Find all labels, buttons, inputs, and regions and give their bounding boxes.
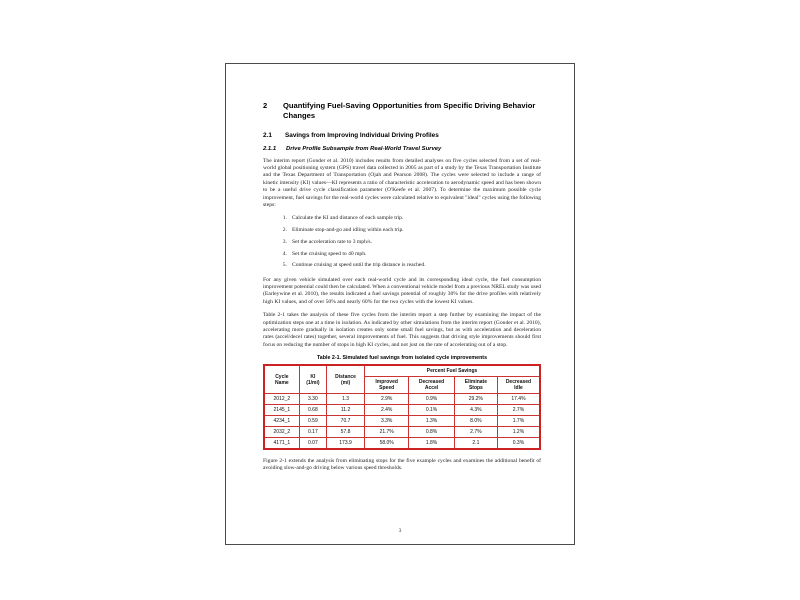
- cell-distance: 70.7: [327, 416, 365, 427]
- table-row: [264, 405, 540, 416]
- list-item: [279, 227, 541, 234]
- paragraph-figure-reference: Figure 2-1 extends the analysis from eliminating stops for the five example cycles and examines the additional benefit of avoiding slow-and-go driving below various speed thresholds.: [263, 458, 541, 472]
- list-item: [279, 251, 541, 258]
- cell-cycle: 2012_2: [264, 394, 299, 405]
- table-header-row: [264, 365, 540, 377]
- list-item-number: 2.: [282, 227, 287, 234]
- cell-ki: 0.68: [299, 405, 326, 416]
- cell-improved-speed: 21.7%: [365, 427, 409, 438]
- cell-decreased-accel: 0.9%: [409, 394, 455, 405]
- cell-decreased-idle: 2.7%: [497, 405, 540, 416]
- cell-improved-speed: 2.9%: [365, 394, 409, 405]
- cell-decreased-idle: 1.7%: [497, 416, 540, 427]
- table-header-improved-speed: Improved Speed: [365, 377, 409, 394]
- cell-ki: 0.59: [299, 416, 326, 427]
- table-header-decreased-idle: Decreased Idle: [497, 377, 540, 394]
- cell-cycle: 4171_1: [264, 438, 299, 450]
- subsection-heading: [263, 132, 541, 139]
- list-item-number: 4.: [282, 250, 287, 257]
- cell-eliminate-stops: 29.2%: [454, 394, 497, 405]
- subsection-number: 2.1: [263, 131, 272, 139]
- cell-eliminate-stops: 2.7%: [454, 427, 497, 438]
- list-item-text: Calculate the KI and distance of each sample trip.: [292, 215, 404, 222]
- cell-eliminate-stops: 8.0%: [454, 416, 497, 427]
- list-item: [279, 215, 541, 222]
- cell-improved-speed: 3.3%: [365, 416, 409, 427]
- section-number: 2: [263, 101, 268, 110]
- section-heading: [263, 101, 541, 121]
- cell-decreased-accel: 1.8%: [409, 438, 455, 450]
- cell-ki: 3.30: [299, 394, 326, 405]
- table-header-decreased-accel: Decreased Accel: [409, 377, 455, 394]
- cell-distance: 1.3: [327, 394, 365, 405]
- list-item-text: Set the acceleration rate to 3 mph/s.: [292, 238, 372, 245]
- table-row: [264, 416, 540, 427]
- paragraph-results: For any given vehicle simulated over each real-world cycle and its corresponding ideal cycle, the fuel consumption improvement potential could then be calculated. When a conventional vehicle model from a previous NREL study was used (Earleywine et al. 2010), the results indicated a fuel savings potential of roughly 30% for the drive profiles with relatively high KI values, and of over 50% and nearly 60% for the two cycles with the lowest KI values.: [263, 276, 541, 305]
- table-header-group: Percent Fuel Savings: [365, 365, 540, 377]
- cell-eliminate-stops: 4.3%: [454, 405, 497, 416]
- paragraph-table-discussion: Table 2-1 takes the analysis of these five cycles from the interim report a step further by examining the impact of the optimization steps one at a time in isolation. As indicated by other simulations from the interim report (Gonder et al. 2010), accelerating more gradually in isolation creates only some small fuel savings, but as with acceleration and deceleration rates (accel/decel rates) together, several improvements of fuel. This suggests that driving style improvements should first focus on reducing the number of stops in high KI cycles, and not just on the rate of accelerating out of a stop.: [263, 312, 541, 348]
- steps-list: [279, 215, 541, 269]
- list-item-text: Continue cruising at speed until the trip distance is reached.: [292, 262, 426, 269]
- table-row: [264, 427, 540, 438]
- cell-cycle: 2032_2: [264, 427, 299, 438]
- list-item: [279, 262, 541, 269]
- cell-eliminate-stops: 2.1: [454, 438, 497, 450]
- cell-decreased-idle: 17.4%: [497, 394, 540, 405]
- cell-decreased-accel: 1.3%: [409, 416, 455, 427]
- subsubsection-number: 2.1.1: [263, 145, 277, 152]
- table-row: [264, 438, 540, 450]
- table-row: [264, 394, 540, 405]
- cell-improved-speed: 2.4%: [365, 405, 409, 416]
- table-header-eliminate-stops: Eliminate Stops: [454, 377, 497, 394]
- cell-distance: 11.2: [327, 405, 365, 416]
- cell-decreased-accel: 0.8%: [409, 427, 455, 438]
- list-item-number: 1.: [282, 215, 287, 222]
- subsection-title: Savings from Improving Individual Driving Profiles: [285, 131, 439, 139]
- cell-decreased-accel: 0.1%: [409, 405, 455, 416]
- subsubsection-heading: [263, 146, 541, 152]
- page-number: 3: [398, 528, 402, 534]
- list-item-number: 5.: [282, 262, 287, 269]
- table-caption: Table 2-1. Simulated fuel savings from isolated cycle improvements: [316, 355, 488, 362]
- cell-ki: 0.17: [299, 427, 326, 438]
- cell-decreased-idle: 1.2%: [497, 427, 540, 438]
- paragraph-intro: The interim report (Gonder et al. 2010) includes results from detailed analyses on five cycles selected from a set of real-world global positioning system (GPS) travel data collected in 2005 as part of a study by the Texas Transportation Institute and the Texas Department of Transportation (Ojah and Pearson 2008). The cycles were selected to include a range of kinetic intensity (KI) values—KI represents a ratio of characteristic acceleration to aerodynamic speed and has been shown to be a useful drive cycle classification parameter (O'Keefe et al. 2007). To determine the maximum possible cycle improvement, fuel savings for the real-world cycles were calculated relative to equivalent "ideal" cycles using the following steps:: [263, 157, 541, 208]
- cell-cycle: 2145_1: [264, 405, 299, 416]
- cell-distance: 57.8: [327, 427, 365, 438]
- subsubsection-title: Drive Profile Subsample from Real-World Travel Survey: [286, 145, 442, 152]
- document-page: [225, 63, 575, 545]
- cell-decreased-idle: 0.3%: [497, 438, 540, 450]
- list-item-text: Eliminate stop-and-go and idling within each trip.: [292, 227, 404, 234]
- cell-cycle: 4234_1: [264, 416, 299, 427]
- cell-ki: 0.07: [299, 438, 326, 450]
- table-header-ki: KI (1/mi): [299, 365, 326, 394]
- list-item-number: 3.: [282, 238, 287, 245]
- section-title: Quantifying Fuel-Saving Opportunities from Specific Driving Behavior Changes: [283, 101, 536, 120]
- cell-distance: 173.9: [327, 438, 365, 450]
- table-header-cycle: Cycle Name: [264, 365, 299, 394]
- cell-improved-speed: 58.0%: [365, 438, 409, 450]
- list-item: [279, 239, 541, 246]
- table-header-distance: Distance (mi): [327, 365, 365, 394]
- list-item-text: Set the cruising speed to 40 mph.: [292, 250, 367, 257]
- fuel-savings-table: [263, 364, 541, 450]
